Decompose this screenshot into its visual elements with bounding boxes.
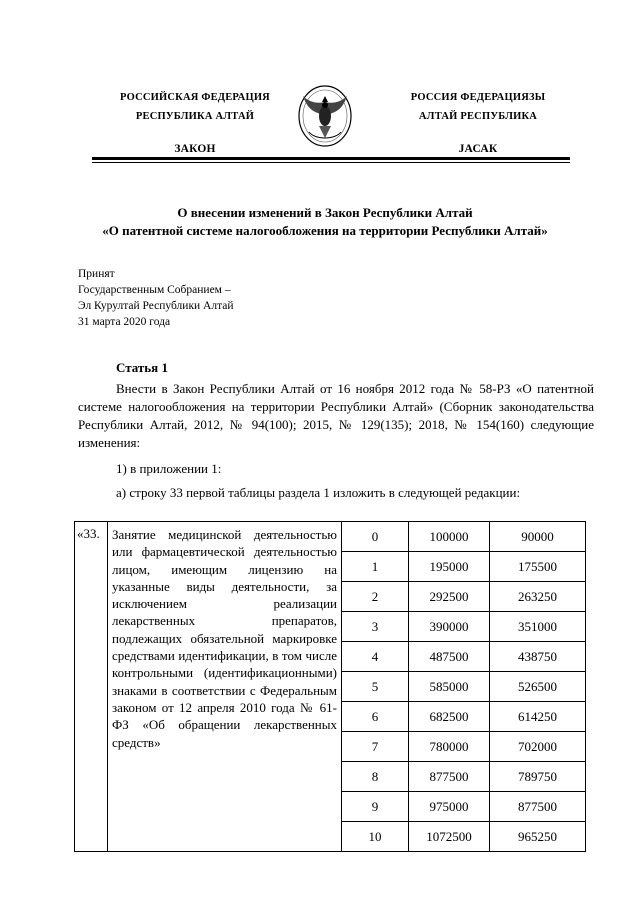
amount-b-cell: 702000 [490,732,586,762]
document-title [60,204,590,240]
group-cell: 10 [342,822,409,852]
header-right-law: JАСАК [458,143,498,155]
amount-a-cell: 975000 [409,792,490,822]
amount-a-cell: 195000 [409,552,490,582]
amount-a-cell: 292500 [409,582,490,612]
amount-b-cell: 614250 [490,702,586,732]
amount-b-cell: 263250 [490,582,586,612]
table-row [75,522,586,552]
header-right-country: РОССИЯ ФЕДЕРАЦИЯЗЫ [410,92,546,103]
group-cell: 0 [342,522,409,552]
header-left-block [100,88,290,159]
amount-b-cell: 965250 [490,822,586,852]
amount-b-cell: 877500 [490,792,586,822]
group-cell: 3 [342,612,409,642]
amount-a-cell: 390000 [409,612,490,642]
amount-b-cell: 90000 [490,522,586,552]
article-item-1: 1) в приложении 1: [116,461,222,476]
tax-table [74,521,586,852]
adopted-line-3: Эл Курултай Республики Алтай [78,300,234,312]
group-cell: 9 [342,792,409,822]
header-left-republic: РЕСПУБЛИКА АЛТАЙ [135,111,255,122]
group-cell: 5 [342,672,409,702]
group-cell: 2 [342,582,409,612]
amount-a-cell: 100000 [409,522,490,552]
row-number-cell: «33. [75,522,108,852]
adopted-date: 31 марта 2020 года [78,316,171,328]
header-left-law: ЗАКОН [174,143,216,155]
amount-a-cell: 780000 [409,732,490,762]
group-cell: 8 [342,762,409,792]
group-cell: 1 [342,552,409,582]
header-left-country: РОССИЙСКАЯ ФЕДЕРАЦИЯ [120,92,270,103]
amount-b-cell: 175500 [490,552,586,582]
amount-a-cell: 1072500 [409,822,490,852]
title-line-1: О внесении изменений в Закон Республики Алтай [177,205,473,220]
republic-altai-emblem-icon [295,80,355,150]
article-heading: Статья 1 [116,360,168,375]
adopted-line-2: Государственным Собранием – [78,284,231,296]
adopted-line-1: Принят [78,268,115,280]
activity-description-cell: Занятие медицинской деятельностью или фармацевтической деятельностью лицом, имеющим лицензию на указанные виды деятельности, за исключением реализации лекарственных препаратов, подлежащих обязательной маркировке средствами идентификации, в том числе контрольными (идентификационными) знаками в соответствии с Федеральным законом от 12 апреля 2010 года № 61-ФЗ «Об обращении лекарственных средств» [108,522,342,852]
group-cell: 7 [342,732,409,762]
amount-b-cell: 526500 [490,672,586,702]
title-line-2: «О патентной системе налогообложения на территории Республики Алтай» [102,223,548,238]
adoption-block [78,266,234,330]
header-right-republic: АЛТАЙ РЕСПУБЛИКА [418,111,538,122]
article-item-2: а) строку 33 первой таблицы раздела 1 изложить в следующей редакции: [116,485,521,500]
header-divider-thick [92,157,570,160]
amount-a-cell: 877500 [409,762,490,792]
article-paragraph: Внести в Закон Республики Алтай от 16 ноября 2012 года № 58-РЗ «О патентной системе налогообложения на территории Республики Алтай» (Сборник законодательства Республики Алтай, 2012, № 94(100); 2015, № 129(135); 2018, № 154(160) следующие изменения: [78,381,594,450]
header-divider-thin [92,162,570,163]
amount-a-cell: 585000 [409,672,490,702]
amount-a-cell: 487500 [409,642,490,672]
amount-b-cell: 351000 [490,612,586,642]
amount-a-cell: 682500 [409,702,490,732]
header-right-block [378,88,578,159]
group-cell: 6 [342,702,409,732]
amount-b-cell: 438750 [490,642,586,672]
group-cell: 4 [342,642,409,672]
amount-b-cell: 789750 [490,762,586,792]
